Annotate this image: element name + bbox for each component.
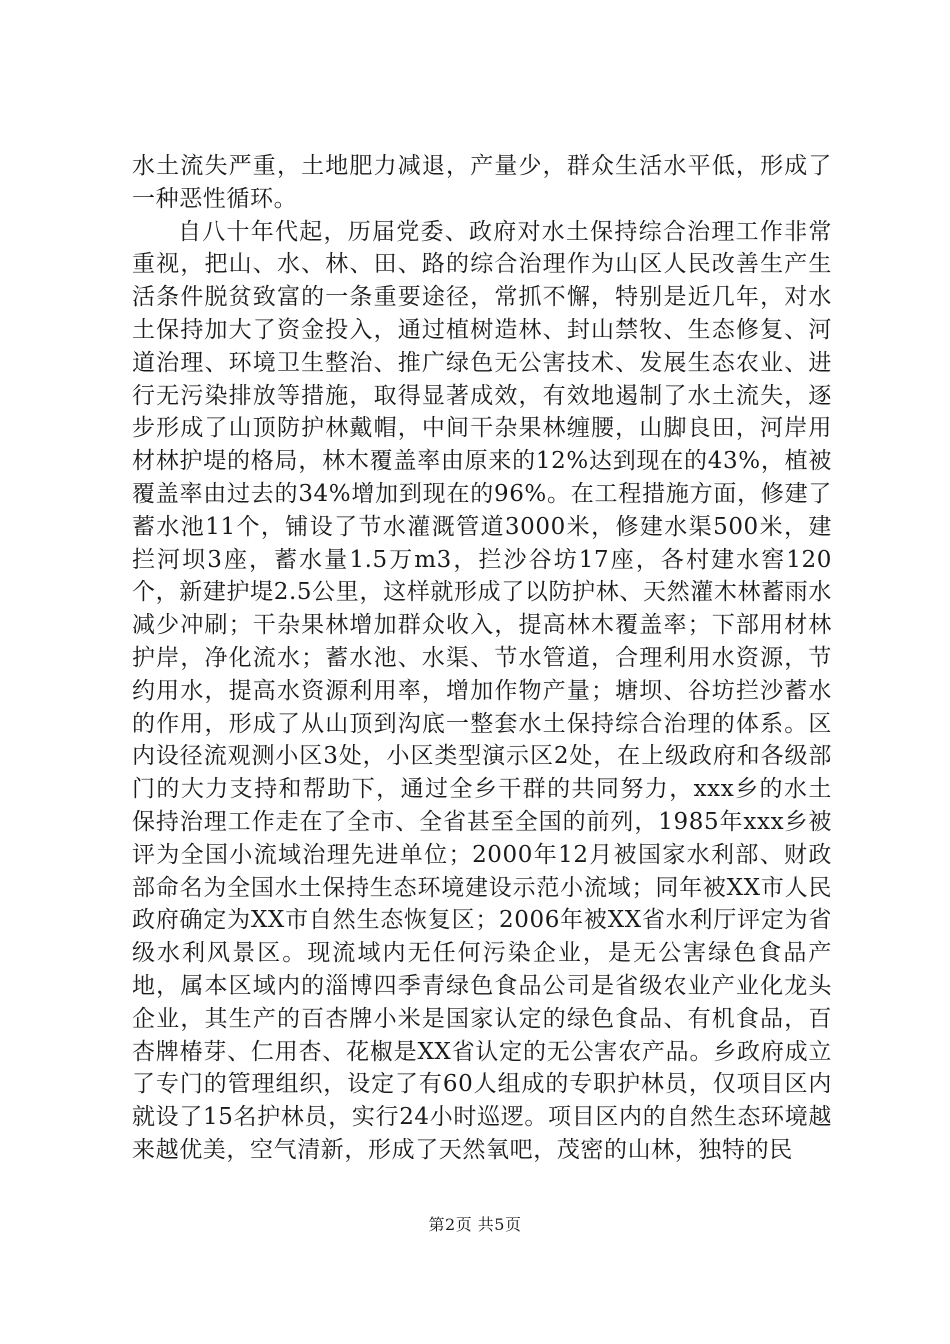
page-footer: 第2页 共5页 (428, 1215, 522, 1234)
document-body (132, 150, 832, 1167)
paragraph-1: 水土流失严重，土地肥力减退，产量少，群众生活水平低，形成了一种恶性循环。 (132, 153, 832, 212)
paragraph-2: 自八十年代起，历届党委、政府对水土保持综合治理工作非常重视，把山、水、林、田、路的综合治理作为山区人民改善生产生活条件脱贫致富的一条重要途径，常抓不懈，特别是近几年，对水土保持加大了资金投入，通过植树造林、封山禁牧、生态修复、河道治理、环境卫生整治、推广绿色无公害技术、发展生态农业、进行无污染排放等措施，取得显著成效，有效地遏制了水土流失，逐步形成了山顶防护林戴帽，中间干杂果林缠腰，山脚良田，河岸用材林护堤的格局，林木覆盖率由原来的12%达到现在的43%，植被覆盖率由过去的34%增加到现在的96%。在工程措施方面，修建了蓄水池11个，铺设了节水灌溉管道3000米，修建水渠500米，建拦河坝3座，蓄水量1.5万m3，拦沙谷坊17座，各村建水窖120个，新建护堤2.5公里，这样就形成了以防护林、天然灌木林蓄雨水减少冲刷；干杂果林增加群众收入，提高林木覆盖率；下部用材林护岸，净化流水；蓄水池、水渠、节水管道，合理利用水资源，节约用水，提高水资源利用率，增加作物产量；塘坝、谷坊拦沙蓄水的作用，形成了从山顶到沟底一整套水土保持综合治理的体系。区内设径流观测小区3处，小区类型演示区2处，在上级政府和各级部门的大力支持和帮助下，通过全乡干群的共同努力，xxx乡的水土保持治理工作走在了全市、全省甚至全国的前列，1985年xxx乡被评为全国小流域治理先进单位；2000年12月被国家水利部、财政部命名为全国水土保持生态环境建设示范小流域；同年被XX市人民政府确定为XX市自然生态恢复区；2006年被XX省水利厅评定为省级水利风景区。现流域内无任何污染企业，是无公害绿色食品产地，属本区域内的淄博四季青绿色食品公司是省级农业产业化龙头企业，其生产的百杏牌小米是国家认定的绿色食品、有机食品，百杏牌椿芽、仁用杏、花椒是XX省认定的无公害农产品。乡政府成立了专门的管理组织，设定了有60人组成的专职护林员，仅项目区内就设了15名护林员，实行24小时巡逻。项目区内的自然生态环境越来越优美，空气清新，形成了天然氧吧，茂密的山林，独特的民 (132, 218, 832, 1163)
